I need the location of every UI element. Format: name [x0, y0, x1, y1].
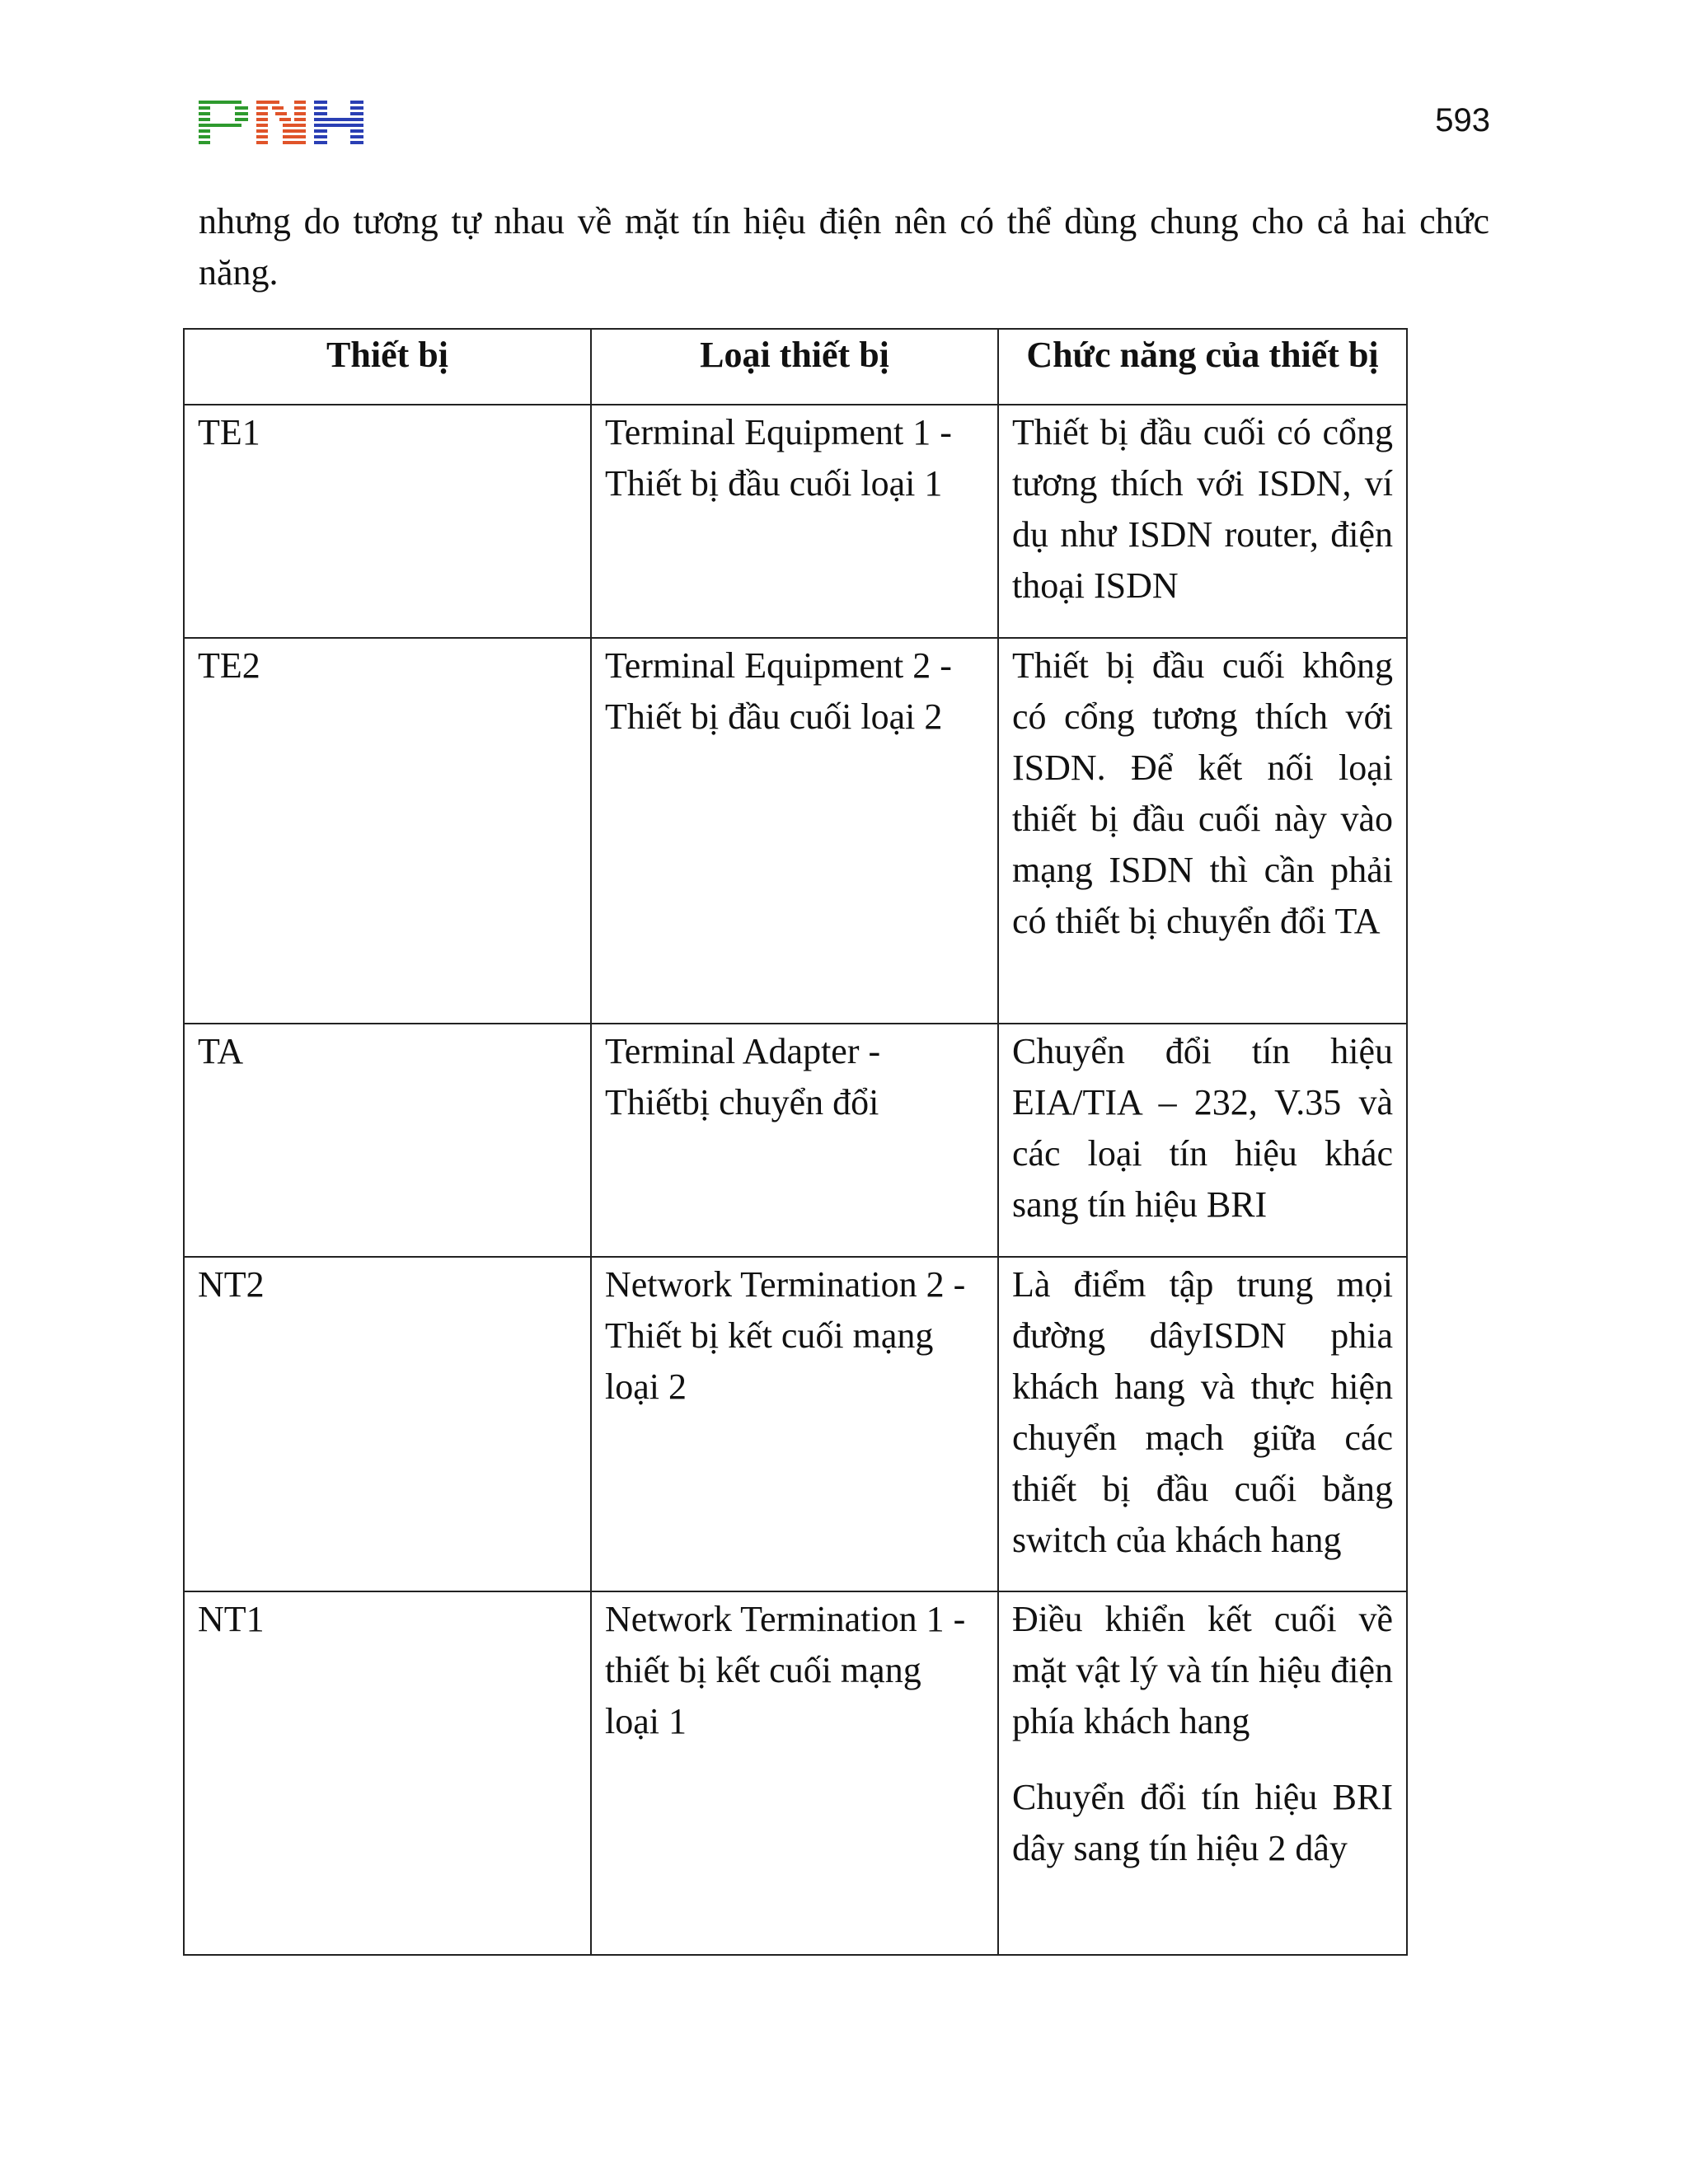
device-type-cell: Terminal Adapter - Thiếtbị chuyển đổi: [591, 1024, 998, 1257]
logo-stripe: [350, 106, 363, 110]
logo-stripe: [235, 118, 248, 121]
table-row: [184, 1257, 1407, 1591]
logo-letter-n: [256, 101, 306, 144]
logo-stripe: [199, 101, 241, 104]
pnh-logo: [199, 101, 367, 148]
logo-stripe: [350, 141, 363, 144]
logo-stripe: [314, 118, 363, 121]
logo-stripe: [314, 101, 327, 104]
device-type-cell: Terminal Equipment 1 - Thiết bị đầu cuối loại 1: [591, 405, 998, 638]
logo-stripe: [350, 101, 363, 104]
device-cell: TE1: [184, 405, 591, 638]
header-device-function: Chức năng của thiết bị: [998, 329, 1407, 405]
logo-stripe: [256, 118, 268, 121]
logo-stripe: [314, 129, 327, 133]
logo-stripe: [294, 112, 306, 115]
logo-stripe: [314, 141, 327, 144]
page-number: 593: [1435, 102, 1490, 138]
logo-stripe: [294, 106, 306, 110]
logo-stripe: [256, 141, 268, 144]
logo-stripe: [283, 129, 294, 133]
logo-stripe: [350, 129, 363, 133]
device-type-cell: Network Termination 1 - thiết bị kết cuối mạng loại 1: [591, 1591, 998, 1955]
function-text: Chuyển đổi tín hiệu EIA/TIA – 232, V.35 và các loại tín hiệu khác sang tín hiệu BRI: [1012, 1031, 1393, 1225]
function-text: Điều khiển kết cuối về mặt vật lý và tín hiệu điện phía khách hang: [1012, 1599, 1393, 1741]
table-header-row: [184, 329, 1407, 405]
device-cell: NT1: [184, 1591, 591, 1955]
device-function-cell: [998, 1591, 1407, 1955]
logo-stripe: [199, 129, 210, 133]
device-function-cell: [998, 405, 1407, 638]
header-device-type: Loại thiết bị: [591, 329, 998, 405]
logo-stripe: [235, 112, 248, 115]
logo-stripe: [256, 124, 268, 127]
device-type-cell: Terminal Equipment 2 - Thiết bị đầu cuối loại 2: [591, 638, 998, 1024]
logo-stripe: [256, 112, 268, 115]
table-row: [184, 1591, 1407, 1955]
logo-stripe: [199, 118, 210, 121]
logo-stripe: [272, 106, 284, 110]
logo-stripe: [283, 141, 294, 144]
table-row: [184, 1024, 1407, 1257]
device-cell: NT2: [184, 1257, 591, 1591]
logo-stripe: [283, 124, 294, 127]
device-function-cell: [998, 1257, 1407, 1591]
logo-letter-p: [199, 101, 248, 144]
logo-stripe: [268, 101, 279, 104]
logo-stripe: [199, 135, 210, 138]
function-text: Thiết bị đầu cuối không có cổng tương thích với ISDN. Để kết nối loại thiết bị đầu cuối này vào mạng ISDN thì cần phải có thiết bị chuyển đổi TA: [1012, 645, 1393, 941]
logo-stripe: [235, 106, 248, 110]
header-device: Thiết bị: [184, 329, 591, 405]
device-table: [183, 328, 1408, 1956]
logo-stripe: [314, 135, 327, 138]
function-text: Thiết bị đầu cuối có cổng tương thích với ISDN, ví dụ như ISDN router, điện thoại ISDN: [1012, 412, 1393, 606]
device-type-cell: Network Termination 2 - Thiết bị kết cuối mạng loại 2: [591, 1257, 998, 1591]
logo-stripe: [294, 129, 306, 133]
function-text: Chuyển đổi tín hiệu BRI dây sang tín hiệu 2 dây: [1012, 1777, 1393, 1868]
intro-paragraph: nhưng do tương tự nhau về mặt tín hiệu điện nên có thể dùng chung cho cả hai chức năng.: [199, 201, 1489, 293]
logo-letter-h: [314, 101, 363, 144]
device-cell: TA: [184, 1024, 591, 1257]
logo-stripe: [256, 129, 268, 133]
logo-stripe: [199, 141, 210, 144]
device-function-cell: [998, 1024, 1407, 1257]
logo-stripe: [350, 135, 363, 138]
logo-stripe: [294, 124, 306, 127]
table-row: [184, 638, 1407, 1024]
logo-stripe: [350, 112, 363, 115]
logo-stripe: [199, 106, 210, 110]
logo-stripe: [294, 118, 306, 121]
logo-stripe: [199, 124, 241, 127]
logo-stripe: [294, 101, 306, 104]
function-text: Là điểm tập trung mọi đường dâyISDN phia khách hang và thực hiện chuyển mạch giữa các thiết bị đầu cuối bằng switch của khách hang: [1012, 1264, 1393, 1560]
table-row: [184, 405, 1407, 638]
logo-stripe: [256, 101, 268, 104]
logo-stripe: [199, 112, 210, 115]
logo-stripe: [294, 141, 306, 144]
logo-stripe: [294, 135, 306, 138]
logo-stripe: [256, 135, 268, 138]
logo-stripe: [314, 106, 327, 110]
logo-stripe: [314, 112, 327, 115]
logo-stripe: [275, 112, 287, 115]
logo-stripe: [314, 124, 363, 127]
logo-stripe: [279, 118, 291, 121]
logo-stripe: [256, 106, 268, 110]
device-function-cell: [998, 638, 1407, 1024]
device-cell: TE2: [184, 638, 591, 1024]
logo-stripe: [283, 135, 294, 138]
